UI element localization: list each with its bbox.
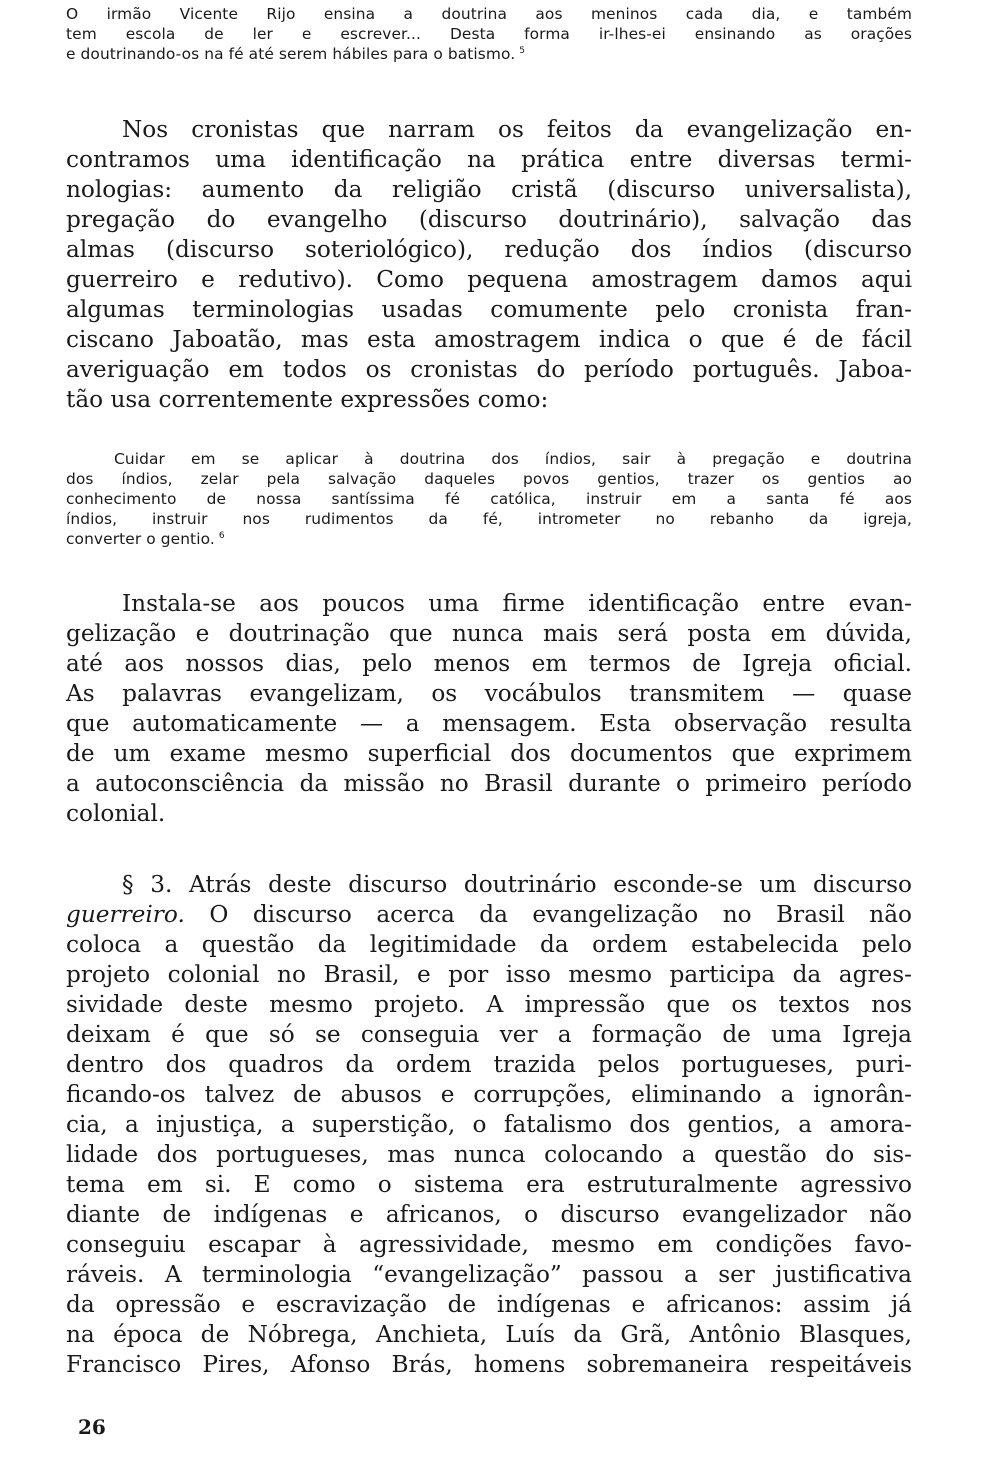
- paragraph-line: almas (discurso soteriológico), redução dos índios (discurso: [66, 236, 912, 263]
- paragraph-line: colonial.: [66, 800, 166, 827]
- footnote-marker: 6: [218, 530, 225, 541]
- paragraph-line: deixam é que só se conseguia ver a formação de uma Igreja: [66, 1021, 912, 1048]
- paragraph-line: nologias: aumento da religião cristã (discurso universalista),: [66, 176, 912, 203]
- paragraph-line-text: O discurso acerca da evangelização no Brasil não: [184, 901, 912, 928]
- paragraph-line: tema em si. E como o sistema era estruturalmente agressivo: [66, 1171, 912, 1198]
- quote-line: O irmão Vicente Rijo ensina a doutrina aos meninos cada dia, e também: [66, 5, 912, 23]
- paragraph-3: [66, 870, 912, 1380]
- paragraph-line: pregação do evangelho (discurso doutrinário), salvação das: [66, 206, 912, 233]
- paragraph-line: na época de Nóbrega, Anchieta, Luís da Grã, Antônio Blasques,: [66, 1321, 912, 1348]
- paragraph-line: gelização e doutrinação que nunca mais será posta em dúvida,: [66, 620, 912, 647]
- paragraph-line: a autoconsciência da missão no Brasil durante o primeiro período: [66, 770, 912, 797]
- quote-line: [66, 529, 912, 549]
- quote-line: tem escola de ler e escrever... Desta forma ir-lhes-ei ensinando as orações: [66, 25, 912, 43]
- paragraph-line: até aos nossos dias, pelo menos em termos de Igreja oficial.: [66, 650, 912, 677]
- paragraph-line: ráveis. A terminologia “evangelização” passou a ser justificativa: [66, 1261, 912, 1288]
- paragraph-line: projeto colonial no Brasil, e por isso mesmo participa da agres-: [66, 961, 912, 988]
- paragraph-line: As palavras evangelizam, os vocábulos transmitem — quase: [66, 680, 912, 707]
- paragraph-line: averiguação em todos os cronistas do período português. Jaboa-: [66, 356, 912, 383]
- paragraph-line: sividade deste mesmo projeto. A impressão que os textos nos: [66, 991, 912, 1018]
- quote-line: índios, instruir nos rudimentos da fé, intrometer no rebanho da igreja,: [66, 510, 912, 528]
- paragraph-line: dentro dos quadros da ordem trazida pelos portugueses, puri-: [66, 1051, 912, 1078]
- quote-line-text: e doutrinando-os na fé até serem hábiles para o batismo.: [66, 45, 516, 63]
- page-number: 26: [78, 1415, 106, 1439]
- block-quote-top: [66, 4, 912, 64]
- quote-line: Cuidar em se aplicar à doutrina dos índios, sair à pregação e doutrina: [114, 450, 912, 468]
- paragraph-line: guerreiro e redutivo). Como pequena amostragem damos aqui: [66, 266, 912, 293]
- paragraph-line: Instala-se aos poucos uma firme identificação entre evan-: [122, 590, 912, 617]
- quote-line: dos índios, zelar pela salvação daqueles povos gentios, trazer os gentios ao: [66, 470, 912, 488]
- paragraph-line: conseguiu escapar à agressividade, mesmo em condições favo-: [66, 1231, 912, 1258]
- paragraph-line: cia, a injustiça, a superstição, o fatalismo dos gentios, a amora-: [66, 1111, 912, 1138]
- paragraph-line: lidade dos portugueses, mas nunca colocando a questão do sis-: [66, 1141, 912, 1168]
- quote-line-text: converter o gentio.: [66, 530, 215, 548]
- paragraph-line: contramos uma identificação na prática entre diversas termi-: [66, 146, 912, 173]
- paragraph-line: tão usa correntemente expressões como:: [66, 386, 549, 413]
- paragraph-line: da opressão e escravização de indígenas e africanos: assim já: [66, 1291, 912, 1318]
- paragraph-line: que automaticamente — a mensagem. Esta observação resulta: [66, 710, 912, 737]
- paragraph-line: Nos cronistas que narram os feitos da evangelização en-: [122, 116, 912, 143]
- quote-line: conhecimento de nossa santíssima fé católica, instruir em a santa fé aos: [66, 490, 912, 508]
- section-heading-line: § 3. Atrás deste discurso doutrinário esconde-se um discurso: [122, 871, 912, 898]
- footnote-marker: 5: [519, 45, 526, 56]
- quote-line: [66, 44, 912, 64]
- paragraph-line: coloca a questão da legitimidade da ordem estabelecida pelo: [66, 931, 912, 958]
- block-quote-middle: [66, 449, 912, 549]
- paragraph-line: diante de indígenas e africanos, o discurso evangelizador não: [66, 1201, 912, 1228]
- paragraph-2: [66, 589, 912, 829]
- paragraph-line: ficando-os talvez de abusos e corrupções, eliminando a ignorân-: [66, 1081, 912, 1108]
- paragraph-line: ciscano Jaboatão, mas esta amostragem indica o que é de fácil: [66, 326, 912, 353]
- paragraph-line: Francisco Pires, Afonso Brás, homens sobremaneira respeitáveis: [66, 1351, 912, 1378]
- paragraph-line: algumas terminologias usadas comumente pelo cronista fran-: [66, 296, 912, 323]
- paragraph-line: de um exame mesmo superficial dos documentos que exprimem: [66, 740, 912, 767]
- paragraph-1: [66, 115, 912, 415]
- italic-term: guerreiro.: [66, 901, 185, 928]
- paragraph-line: [66, 900, 912, 930]
